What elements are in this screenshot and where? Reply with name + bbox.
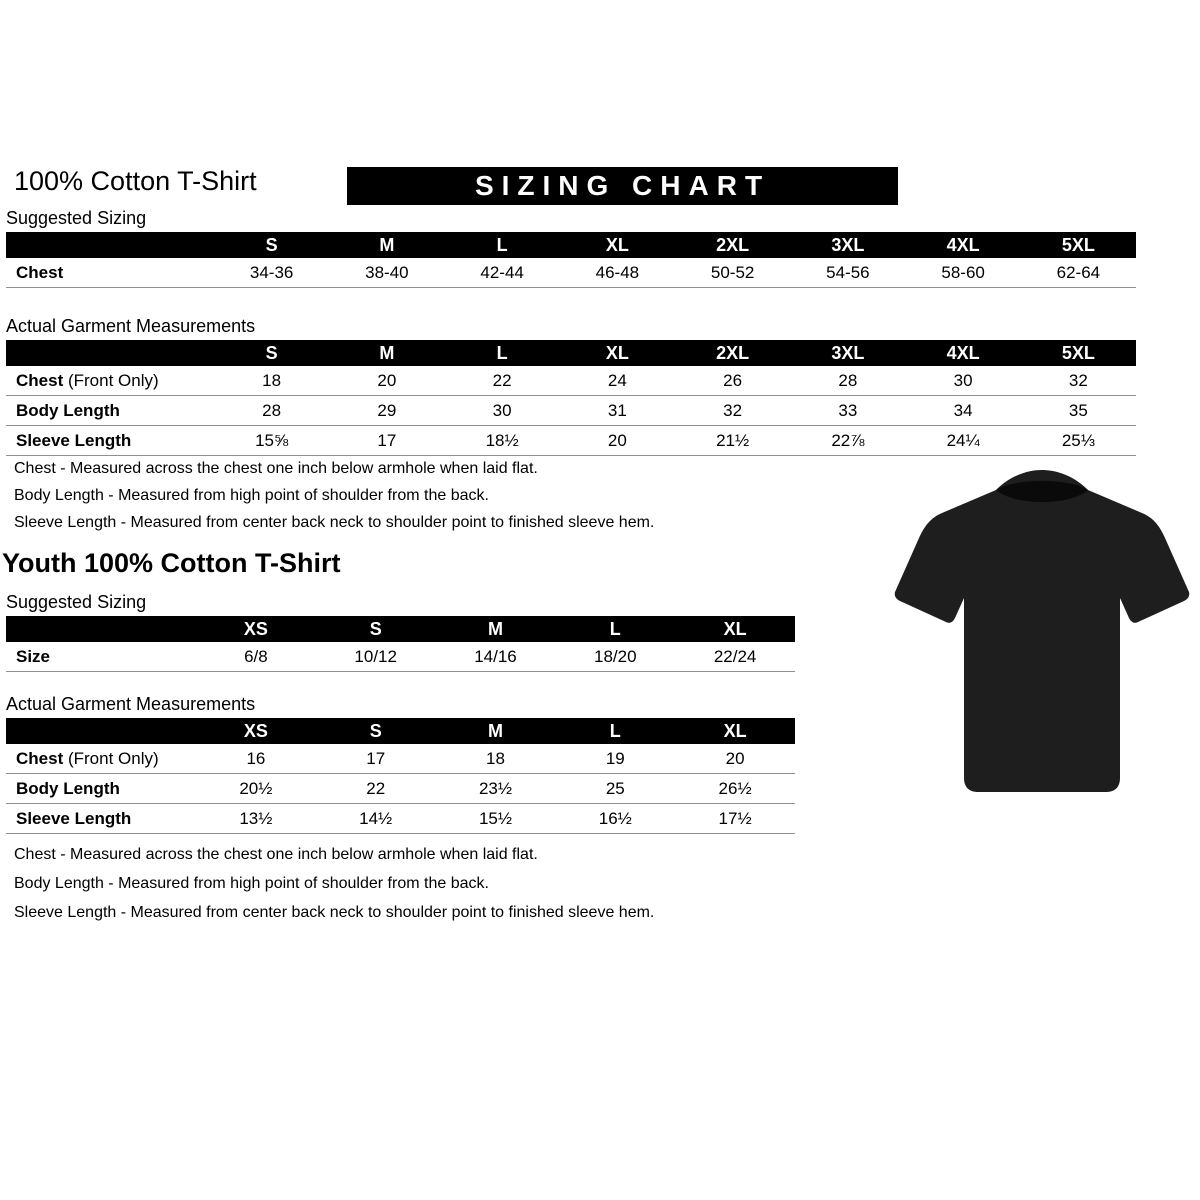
size-table [6, 340, 1136, 456]
measurement-value: 10/12 [316, 642, 436, 672]
size-header-l: L [445, 340, 560, 366]
measurement-value: 33 [790, 396, 905, 426]
size-table [6, 718, 795, 834]
adult-actual-table [6, 340, 1136, 456]
measurement-value: 32 [1021, 366, 1136, 396]
size-header-5xl: 5XL [1021, 232, 1136, 258]
youth-measurement-notes [14, 840, 654, 927]
measurement-value: 29 [329, 396, 444, 426]
tshirt-body [895, 470, 1190, 792]
measurement-value: 24¼ [906, 426, 1021, 456]
measurement-value: 17½ [675, 804, 795, 834]
measurement-value: 22⅞ [790, 426, 905, 456]
note-line: Body Length - Measured from high point of shoulder from the back. [14, 487, 489, 504]
measurement-value: 16½ [555, 804, 675, 834]
measurement-value: 25 [555, 774, 675, 804]
measurement-row [6, 744, 795, 774]
measurement-value: 34-36 [214, 258, 329, 288]
measurement-value: 20 [675, 744, 795, 774]
measurement-row [6, 804, 795, 834]
measurement-value: 58-60 [906, 258, 1021, 288]
youth-actual-table [6, 718, 795, 834]
row-label: Chest (Front Only) [6, 366, 214, 396]
measurement-value: 35 [1021, 396, 1136, 426]
row-label: Sleeve Length [6, 426, 214, 456]
measurement-value: 26½ [675, 774, 795, 804]
measurement-row [6, 396, 1136, 426]
measurement-value: 24 [560, 366, 675, 396]
header-corner-cell [6, 232, 214, 258]
tshirt-image [892, 466, 1192, 811]
size-header-m: M [329, 232, 444, 258]
measurement-row [6, 258, 1136, 288]
size-header-xl: XL [560, 340, 675, 366]
measurement-value: 31 [560, 396, 675, 426]
page-title: 100% Cotton T-Shirt [14, 166, 257, 196]
measurement-value: 22/24 [675, 642, 795, 672]
size-header-s: S [316, 718, 436, 744]
measurement-value: 18 [214, 366, 329, 396]
size-header-4xl: 4XL [906, 232, 1021, 258]
measurement-value: 28 [214, 396, 329, 426]
measurement-row [6, 366, 1136, 396]
measurement-value: 15½ [436, 804, 556, 834]
row-label: Body Length [6, 774, 196, 804]
measurement-value: 22 [316, 774, 436, 804]
size-header-2xl: 2XL [675, 340, 790, 366]
youth-title: Youth 100% Cotton T-Shirt [2, 548, 341, 578]
row-label: Chest [6, 258, 214, 288]
size-header-xs: XS [196, 718, 316, 744]
measurement-value: 46-48 [560, 258, 675, 288]
measurement-value: 32 [675, 396, 790, 426]
size-header-m: M [436, 718, 556, 744]
note-line: Sleeve Length - Measured from center back neck to shoulder point to finished sleeve hem. [14, 514, 655, 531]
note-line: Sleeve Length - Measured from center back neck to shoulder point to finished sleeve hem. [14, 904, 655, 921]
measurement-value: 15⅝ [214, 426, 329, 456]
measurement-value: 50-52 [675, 258, 790, 288]
size-header-m: M [329, 340, 444, 366]
measurement-value: 38-40 [329, 258, 444, 288]
size-header-s: S [214, 232, 329, 258]
measurement-value: 19 [555, 744, 675, 774]
note-line: Chest - Measured across the chest one inch below armhole when laid flat. [14, 460, 538, 477]
measurement-value: 26 [675, 366, 790, 396]
size-header-l: L [555, 718, 675, 744]
size-table [6, 232, 1136, 288]
measurement-value: 22 [445, 366, 560, 396]
size-header-2xl: 2XL [675, 232, 790, 258]
youth-suggested-table [6, 616, 795, 672]
measurement-value: 6/8 [196, 642, 316, 672]
measurement-value: 18 [436, 744, 556, 774]
header-corner-cell [6, 718, 196, 744]
adult-suggested-table [6, 232, 1136, 288]
row-label: Sleeve Length [6, 804, 196, 834]
youth-suggested-sizing-label: Suggested Sizing [6, 592, 147, 612]
measurement-value: 20 [329, 366, 444, 396]
adult-actual-measurements-label: Actual Garment Measurements [6, 316, 256, 336]
header-corner-cell [6, 340, 214, 366]
measurement-value: 54-56 [790, 258, 905, 288]
measurement-value: 21½ [675, 426, 790, 456]
measurement-row [6, 642, 795, 672]
measurement-row [6, 774, 795, 804]
youth-actual-measurements-label: Actual Garment Measurements [6, 694, 256, 714]
size-header-s: S [316, 616, 436, 642]
measurement-value: 30 [906, 366, 1021, 396]
header-corner-cell [6, 616, 196, 642]
measurement-value: 13½ [196, 804, 316, 834]
size-header-l: L [555, 616, 675, 642]
adult-suggested-sizing-label: Suggested Sizing [6, 208, 147, 228]
size-header-xl: XL [675, 616, 795, 642]
measurement-value: 20½ [196, 774, 316, 804]
measurement-value: 17 [329, 426, 444, 456]
measurement-value: 30 [445, 396, 560, 426]
measurement-value: 20 [560, 426, 675, 456]
measurement-value: 16 [196, 744, 316, 774]
row-label: Size [6, 642, 196, 672]
size-header-xl: XL [560, 232, 675, 258]
size-header-m: M [436, 616, 556, 642]
measurement-value: 14/16 [436, 642, 556, 672]
size-header-3xl: 3XL [790, 340, 905, 366]
size-header-4xl: 4XL [906, 340, 1021, 366]
note-line: Body Length - Measured from high point of shoulder from the back. [14, 875, 489, 892]
size-header-s: S [214, 340, 329, 366]
measurement-value: 23½ [436, 774, 556, 804]
row-label: Body Length [6, 396, 214, 426]
measurement-value: 17 [316, 744, 436, 774]
size-header-xs: XS [196, 616, 316, 642]
size-header-xl: XL [675, 718, 795, 744]
measurement-value: 14½ [316, 804, 436, 834]
measurement-value: 18½ [445, 426, 560, 456]
measurement-row [6, 426, 1136, 456]
measurement-value: 62-64 [1021, 258, 1136, 288]
row-label: Chest (Front Only) [6, 744, 196, 774]
note-line: Chest - Measured across the chest one inch below armhole when laid flat. [14, 846, 538, 863]
measurement-value: 25⅓ [1021, 426, 1136, 456]
size-header-5xl: 5XL [1021, 340, 1136, 366]
adult-measurement-notes [14, 455, 654, 536]
size-header-l: L [445, 232, 560, 258]
measurement-value: 18/20 [555, 642, 675, 672]
sizing-chart-banner: SIZING CHART [347, 167, 898, 205]
measurement-value: 34 [906, 396, 1021, 426]
size-table [6, 616, 795, 672]
measurement-value: 28 [790, 366, 905, 396]
measurement-value: 42-44 [445, 258, 560, 288]
size-header-3xl: 3XL [790, 232, 905, 258]
